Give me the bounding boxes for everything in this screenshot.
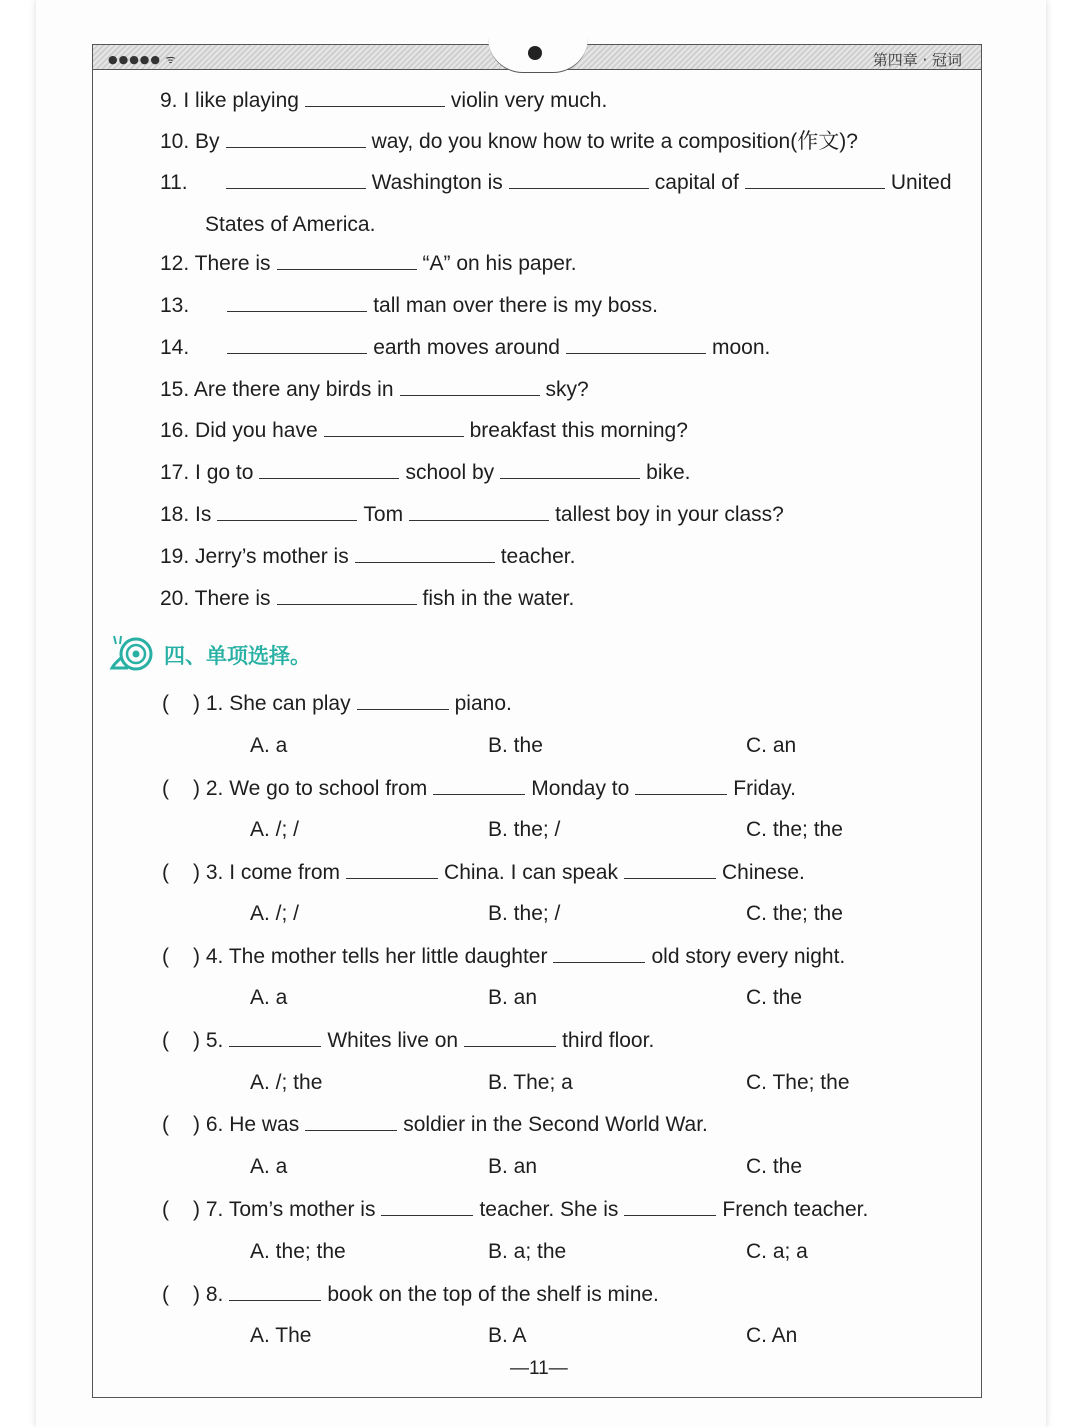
mc-question-8: ( ) 8. book on the top of the shelf is mine. (162, 1283, 659, 1306)
fill-question-11-cont: States of America. (205, 213, 376, 236)
option-a[interactable]: A. a (250, 1155, 288, 1178)
fill-question-20: 20. There is fish in the water. (160, 587, 575, 610)
mc-question-3: ( ) 3. I come from China. I can speak Chinese. (162, 861, 805, 884)
page-number: —11— (510, 1358, 568, 1379)
answer-blank[interactable] (227, 293, 367, 312)
answer-blank[interactable] (433, 776, 525, 795)
option-c[interactable]: C. The; the (746, 1071, 850, 1094)
answer-blank[interactable] (409, 502, 549, 521)
mc-question-7: ( ) 7. Tom’s mother is teacher. She is French teacher. (162, 1198, 869, 1221)
answer-blank[interactable] (400, 377, 540, 396)
option-c[interactable]: C. the (746, 986, 803, 1009)
option-c[interactable]: C. a; a (746, 1240, 808, 1263)
mc-question-5: ( ) 5. Whites live on third floor. (162, 1029, 655, 1052)
option-c[interactable]: C. the; the (746, 902, 843, 925)
answer-blank[interactable] (500, 460, 640, 479)
page-frame (92, 44, 982, 1398)
option-a[interactable]: A. /; the (250, 1071, 323, 1094)
answer-blank[interactable] (357, 691, 449, 710)
signal-status: ●●●●● ᯤ (108, 53, 177, 66)
mc-question-1: ( ) 1. She can play piano. (162, 692, 512, 715)
answer-blank[interactable] (464, 1028, 556, 1047)
option-b[interactable]: B. the; / (488, 818, 561, 841)
answer-blank[interactable] (566, 335, 706, 354)
option-c[interactable]: C. the (746, 1155, 803, 1178)
fill-question-13: 13. tall man over there is my boss. (160, 294, 658, 317)
answer-blank[interactable] (305, 88, 445, 107)
answer-blank[interactable] (745, 170, 885, 189)
option-a[interactable]: A. a (250, 986, 288, 1009)
option-a[interactable]: A. a (250, 734, 288, 757)
answer-blank[interactable] (324, 418, 464, 437)
option-c[interactable]: C. An (746, 1324, 798, 1347)
fill-question-10: 10. By way, do you know how to write a composition(作文)? (160, 130, 858, 153)
answer-blank[interactable] (277, 586, 417, 605)
answer-blank[interactable] (226, 129, 366, 148)
fill-question-12: 12. There is “A” on his paper. (160, 252, 577, 275)
option-b[interactable]: B. The; a (488, 1071, 573, 1094)
fill-question-14: 14. earth moves around moon. (160, 336, 771, 359)
answer-blank[interactable] (229, 1028, 321, 1047)
answer-blank[interactable] (346, 860, 438, 879)
fill-question-9: 9. I like playing violin very much. (160, 89, 608, 112)
answer-blank[interactable] (624, 860, 716, 879)
option-b[interactable]: B. the; / (488, 902, 561, 925)
mc-question-6: ( ) 6. He was soldier in the Second World War. (162, 1113, 708, 1136)
fill-question-19: 19. Jerry’s mother is teacher. (160, 545, 576, 568)
chapter-title: 第四章 · 冠词 (872, 51, 962, 69)
option-b[interactable]: B. an (488, 1155, 538, 1178)
option-a[interactable]: A. the; the (250, 1240, 346, 1263)
section-header (108, 634, 311, 674)
answer-blank[interactable] (355, 544, 495, 563)
fill-question-17: 17. I go to school by bike. (160, 461, 691, 484)
fill-question-15: 15. Are there any birds in sky? (160, 378, 589, 401)
option-a[interactable]: A. The (250, 1324, 312, 1347)
answer-blank[interactable] (624, 1197, 716, 1216)
answer-blank[interactable] (381, 1197, 473, 1216)
answer-blank[interactable] (509, 170, 649, 189)
answer-blank[interactable] (635, 776, 727, 795)
answer-blank[interactable] (305, 1112, 397, 1131)
option-b[interactable]: B. A (488, 1324, 527, 1347)
option-a[interactable]: A. /; / (250, 818, 300, 841)
answer-blank[interactable] (277, 251, 417, 270)
answer-blank[interactable] (229, 1282, 321, 1301)
answer-blank[interactable] (217, 502, 357, 521)
option-b[interactable]: B. the (488, 734, 543, 757)
fill-question-11: 11. Washington is capital of United (160, 171, 952, 194)
option-c[interactable]: C. the; the (746, 818, 843, 841)
option-b[interactable]: B. an (488, 986, 538, 1009)
fill-question-18: 18. Is Tom tallest boy in your class? (160, 503, 784, 526)
option-a[interactable]: A. /; / (250, 902, 300, 925)
option-b[interactable]: B. a; the (488, 1240, 567, 1263)
answer-blank[interactable] (553, 944, 645, 963)
binder-hole-icon (528, 46, 542, 60)
section-title: 四、单项选择。 (164, 644, 311, 668)
answer-blank[interactable] (227, 335, 367, 354)
mc-question-4: ( ) 4. The mother tells her little daughter old story every night. (162, 945, 846, 968)
answer-blank[interactable] (226, 170, 366, 189)
fill-question-16: 16. Did you have breakfast this morning? (160, 419, 688, 442)
answer-blank[interactable] (259, 460, 399, 479)
option-c[interactable]: C. an (746, 734, 797, 757)
mc-question-2: ( ) 2. We go to school from Monday to Friday. (162, 777, 796, 800)
snail-icon (108, 634, 156, 674)
